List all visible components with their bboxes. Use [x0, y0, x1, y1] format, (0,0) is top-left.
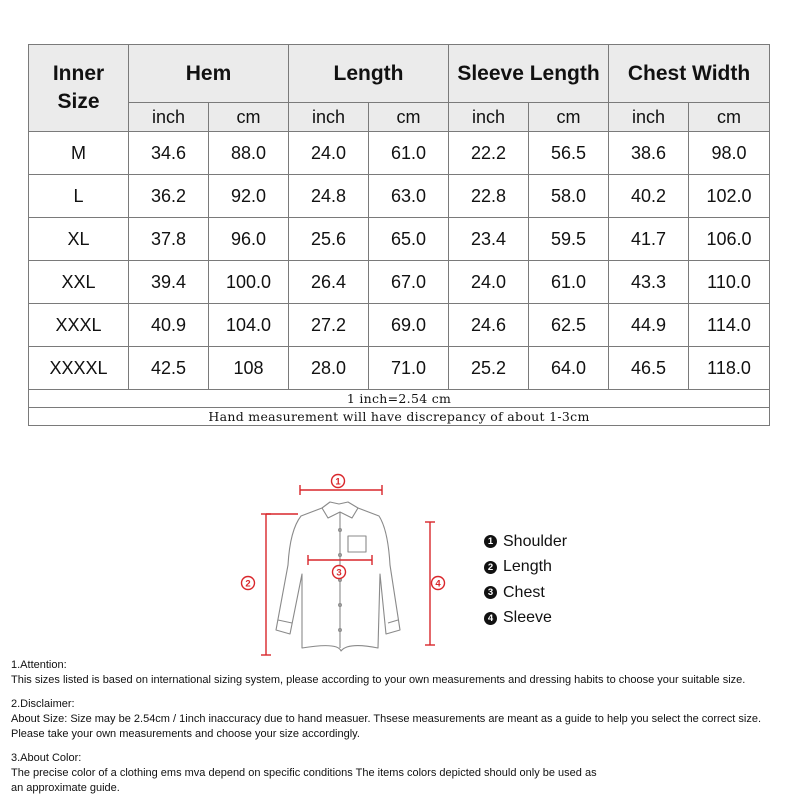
size-cell: XXXL [29, 304, 129, 347]
chest-inch-cell: 40.2 [609, 175, 689, 218]
chest-cm-cell: 118.0 [689, 347, 770, 390]
hem-inch-cell: 42.5 [129, 347, 209, 390]
hem-inch-cell: 34.6 [129, 132, 209, 175]
length-cm-cell: 61.0 [369, 132, 449, 175]
marker-3-icon [333, 566, 346, 579]
marker-1-label: 1 [335, 476, 341, 488]
hem-cm-cell: 88.0 [209, 132, 289, 175]
sleeve-cm-cell: 56.5 [529, 132, 609, 175]
sleeve-inch-cell: 23.4 [449, 218, 529, 261]
disclaimer-title: 2.Disclaimer: [11, 698, 75, 710]
hem-cm-cell: 100.0 [209, 261, 289, 304]
legend-label: Chest [503, 583, 545, 601]
sleeve-inch-cell: 24.0 [449, 261, 529, 304]
legend-item-shoulder [484, 529, 567, 555]
conversion-note: 1 inch=2.54 cm [29, 390, 770, 408]
about-color-text: an approximate guide. [11, 782, 120, 794]
discrepancy-row [29, 408, 770, 426]
chest-inch-cell: 46.5 [609, 347, 689, 390]
marker-4-icon [432, 577, 445, 590]
hem-cm-cell: 108 [209, 347, 289, 390]
header-row [29, 45, 770, 103]
length-cm-cell: 71.0 [369, 347, 449, 390]
size-cell: XXL [29, 261, 129, 304]
chest-cm-cell: 114.0 [689, 304, 770, 347]
legend-item-sleeve [484, 606, 567, 632]
hem-inch-cell: 39.4 [129, 261, 209, 304]
hem-inch-cell: 37.8 [129, 218, 209, 261]
legend-label: Sleeve [503, 609, 552, 627]
unit-inch: inch [609, 103, 689, 132]
marker-3-label: 3 [336, 567, 342, 579]
inner-size-line1: Inner [52, 62, 105, 85]
hem-inch-cell: 40.9 [129, 304, 209, 347]
chest-width-header: Chest Width [609, 45, 770, 103]
size-cell: XXXXL [29, 347, 129, 390]
sleeve-cm-cell: 64.0 [529, 347, 609, 390]
sleeve-cm-cell: 58.0 [529, 175, 609, 218]
number-2-icon: 2 [484, 561, 497, 574]
unit-inch: inch [289, 103, 369, 132]
unit-inch: inch [129, 103, 209, 132]
length-inch-cell: 28.0 [289, 347, 369, 390]
length-inch-cell: 24.8 [289, 175, 369, 218]
hem-cm-cell: 104.0 [209, 304, 289, 347]
sleeve-length-header: Sleeve Length [449, 45, 609, 103]
length-cm-cell: 65.0 [369, 218, 449, 261]
marker-2-icon [242, 577, 255, 590]
inner-size-header [29, 45, 129, 132]
sleeve-inch-cell: 24.6 [449, 304, 529, 347]
sleeve-cm-cell: 61.0 [529, 261, 609, 304]
disclaimer-text: About Size: Size may be 2.54cm / 1inch inaccuracy due to hand measuer. Thsese measurements are meant as a guide to help you select the correct size. [11, 713, 762, 725]
attention-title: 1.Attention: [11, 659, 67, 671]
sleeve-cm-cell: 62.5 [529, 304, 609, 347]
sleeve-inch-cell: 22.8 [449, 175, 529, 218]
chest-cm-cell: 102.0 [689, 175, 770, 218]
number-1-icon: 1 [484, 535, 497, 548]
size-cell: L [29, 175, 129, 218]
table-row [29, 347, 770, 390]
table-row [29, 261, 770, 304]
unit-cm: cm [209, 103, 289, 132]
length-cm-cell: 63.0 [369, 175, 449, 218]
length-inch-cell: 25.6 [289, 218, 369, 261]
hem-inch-cell: 36.2 [129, 175, 209, 218]
size-cell: XL [29, 218, 129, 261]
length-cm-cell: 67.0 [369, 261, 449, 304]
legend-item-length [484, 555, 567, 581]
number-4-icon: 4 [484, 612, 497, 625]
unit-cm: cm [369, 103, 449, 132]
sleeve-inch-cell: 22.2 [449, 132, 529, 175]
unit-cm: cm [689, 103, 770, 132]
chest-inch-cell: 41.7 [609, 218, 689, 261]
chest-inch-cell: 44.9 [609, 304, 689, 347]
legend-label: Length [503, 558, 552, 576]
length-inch-cell: 24.0 [289, 132, 369, 175]
sleeve-cm-cell: 59.5 [529, 218, 609, 261]
size-cell: M [29, 132, 129, 175]
disclaimer-text: Please take your own measurements and choose your size accordingly. [11, 728, 360, 740]
measurement-legend [484, 529, 567, 631]
size-chart-table [28, 44, 770, 426]
marker-4-label: 4 [435, 578, 441, 590]
chest-inch-cell: 38.6 [609, 132, 689, 175]
sleeve-inch-cell: 25.2 [449, 347, 529, 390]
table-row [29, 175, 770, 218]
chest-cm-cell: 106.0 [689, 218, 770, 261]
about-color-title: 3.About Color: [11, 752, 82, 764]
marker-1-icon [332, 475, 345, 488]
attention-text: This sizes listed is based on international sizing system, please according to your own measurements and dressing habits to choose your suitable size. [11, 674, 746, 686]
conversion-row [29, 390, 770, 408]
legend-label: Shoulder [503, 532, 568, 550]
unit-row [29, 103, 770, 132]
table-row [29, 218, 770, 261]
about-color-text: The precise color of a clothing ems mva depend on specific conditions The items colors depicted should only be used as [11, 767, 597, 779]
marker-2-label: 2 [245, 578, 251, 590]
table-row [29, 132, 770, 175]
discrepancy-note: Hand measurement will have discrepancy of about 1-3cm [29, 408, 770, 426]
shirt-measurement-diagram [238, 470, 460, 670]
unit-inch: inch [449, 103, 529, 132]
notes-section [11, 658, 796, 796]
hem-cm-cell: 92.0 [209, 175, 289, 218]
chest-cm-cell: 98.0 [689, 132, 770, 175]
inner-size-line2: Size [57, 90, 100, 113]
length-inch-cell: 26.4 [289, 261, 369, 304]
legend-item-chest [484, 580, 567, 606]
hem-cm-cell: 96.0 [209, 218, 289, 261]
chest-inch-cell: 43.3 [609, 261, 689, 304]
unit-cm: cm [529, 103, 609, 132]
length-cm-cell: 69.0 [369, 304, 449, 347]
chest-cm-cell: 110.0 [689, 261, 770, 304]
length-header: Length [289, 45, 449, 103]
table-row [29, 304, 770, 347]
number-3-icon: 3 [484, 586, 497, 599]
hem-header: Hem [129, 45, 289, 103]
length-inch-cell: 27.2 [289, 304, 369, 347]
